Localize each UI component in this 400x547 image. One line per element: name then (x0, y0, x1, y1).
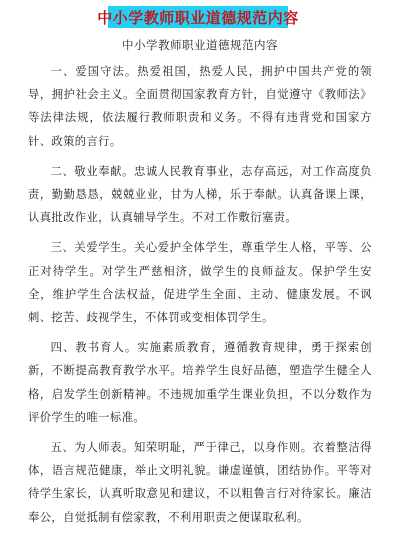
paragraph-caring-students: 三、关爱学生。关心爱护全体学生，尊重学生人格，平等、公正对待学生。对学生严慈相济，做学生的良师益友。保护学生安全，维护学生合法权益，促进学生全面、主动、健康发展。不讽刺、挖苦、歧视学生，不体罚或变相体罚学生。 (28, 241, 372, 325)
paragraph-teaching: 四、教书育人。实施素质教育，遵循教育规律，勇于探索创新，不断提高教育教学水平。培养学生良好品德，塑造学生健全人格，启发学生创新精神。不违规加重学生课业负担，不以分数作为评价学生的唯一标准。 (28, 341, 372, 424)
paragraph-dedication: 二、敬业奉献。忠诚人民教育事业，志存高远，对工作高度负责，勤勤恳恳，兢兢业业，甘为人梯，乐于奉献。认真备课上课，认真批改作业，认真辅导学生。不对工作敷衍塞责。 (28, 164, 372, 225)
paragraph-patriotism: 一、爱国守法。热爱祖国，热爱人民，拥护中国共产党的领导，拥护社会主义。全面贯彻国家教育方针，自觉遵守《教师法》等法律法规，依法履行教师职责和义务。不得有违背党和国家方针、政策的言行。 (28, 65, 372, 148)
banner-title: 中小学教师职业道德规范内容 (97, 8, 299, 27)
paragraph-role-model: 五、为人师表。知荣明耻，严于律己，以身作则。衣着整洁得体，语言规范健康，举止文明礼貌。谦虚谨慎，团结协作。平等对待学生家长，认真听取意见和建议，不以粗鲁言行对待家长。廉洁奉公，自觉抵制有偿家教，不利用职责之便谋取私利。 (28, 441, 372, 524)
title-banner (97, 6, 299, 28)
document-title: 中小学教师职业道德规范内容 (122, 38, 278, 52)
document-body (28, 60, 372, 536)
